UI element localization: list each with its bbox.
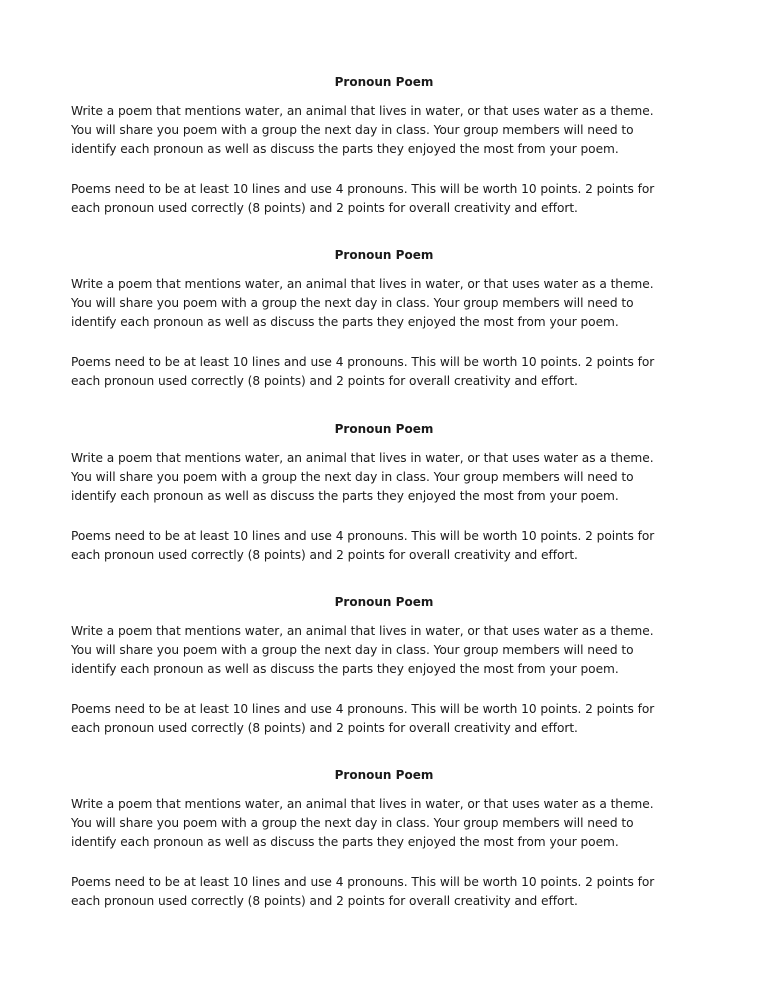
- section-title: Pronoun Poem: [334, 75, 434, 89]
- grading-paragraph: Poems need to be at least 10 lines and use 4 pronouns. This will be worth 10 points. 2 points for each pronoun used correctly (8 points) and 2 points for overall creativity and effort.: [71, 529, 655, 563]
- grading-paragraph: Poems need to be at least 10 lines and use 4 pronouns. This will be worth 10 points. 2 points for each pronoun used correctly (8 points) and 2 points for overall creativity and effort.: [71, 702, 655, 736]
- instructions-paragraph: Write a poem that mentions water, an animal that lives in water, or that uses water as a theme. You will share you poem with a group the next day in class. Your group members will need to identify each pronoun as well as discuss the parts they enjoyed the most from your poem.: [71, 624, 654, 677]
- grading-paragraph: Poems need to be at least 10 lines and use 4 pronouns. This will be worth 10 points. 2 points for each pronoun used correctly (8 points) and 2 points for overall creativity and effort.: [71, 875, 655, 909]
- instructions-paragraph: Write a poem that mentions water, an animal that lives in water, or that uses water as a theme. You will share you poem with a group the next day in class. Your group members will need to identify each pronoun as well as discuss the parts they enjoyed the most from your poem.: [71, 451, 654, 504]
- instructions-paragraph: Write a poem that mentions water, an animal that lives in water, or that uses water as a theme. You will share you poem with a group the next day in class. Your group members will need to identify each pronoun as well as discuss the parts they enjoyed the most from your poem.: [71, 797, 654, 850]
- section-title: Pronoun Poem: [334, 248, 434, 262]
- section-title: Pronoun Poem: [334, 422, 434, 436]
- grading-paragraph: Poems need to be at least 10 lines and use 4 pronouns. This will be worth 10 points. 2 points for each pronoun used correctly (8 points) and 2 points for overall creativity and effort.: [71, 182, 655, 216]
- instructions-paragraph: Write a poem that mentions water, an animal that lives in water, or that uses water as a theme. You will share you poem with a group the next day in class. Your group members will need to identify each pronoun as well as discuss the parts they enjoyed the most from your poem.: [71, 277, 654, 330]
- instructions-paragraph: Write a poem that mentions water, an animal that lives in water, or that uses water as a theme. You will share you poem with a group the next day in class. Your group members will need to identify each pronoun as well as discuss the parts they enjoyed the most from your poem.: [71, 104, 654, 157]
- section-title: Pronoun Poem: [334, 595, 434, 609]
- section-title: Pronoun Poem: [334, 768, 434, 782]
- grading-paragraph: Poems need to be at least 10 lines and use 4 pronouns. This will be worth 10 points. 2 points for each pronoun used correctly (8 points) and 2 points for overall creativity and effort.: [71, 355, 655, 389]
